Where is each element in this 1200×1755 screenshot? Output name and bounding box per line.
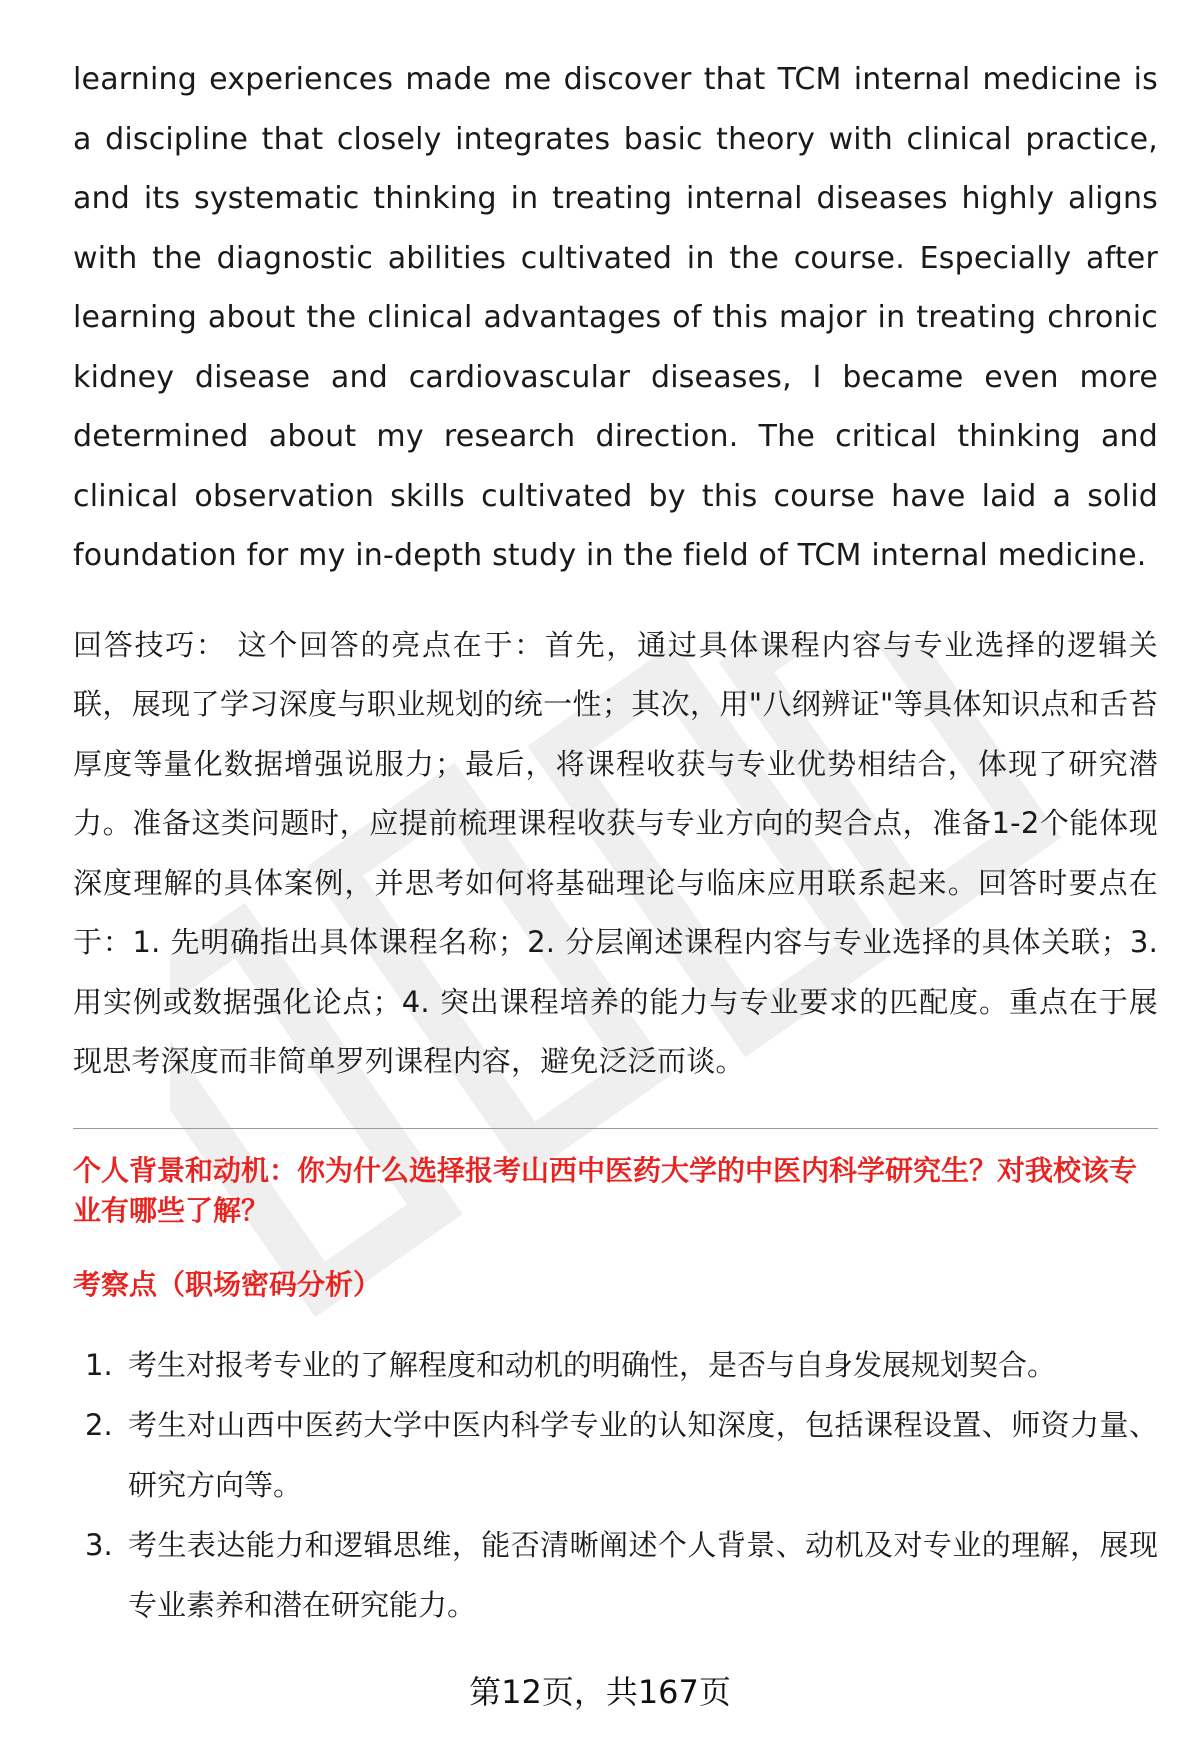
list-item-number: 2. xyxy=(85,1407,113,1442)
answer-tips-paragraph: 回答技巧： 这个回答的亮点在于：首先，通过具体课程内容与专业选择的逻辑关联，展现了学习深度与职业规划的统一性；其次，用"八纲辨证"等具体知识点和舌苔厚度等量化数据增强说服力；最后，将课程收获与专业优势相结合，体现了研究潜力。准备这类问题时，应提前梳理课程收获与专业方向的契合点，准备1-2个能体现深度理解的具体案例，并思考如何将基础理论与临床应用联系起来。回答时要点在于：1. 先明确指出具体课程名称；2. 分层阐述课程内容与专业选择的具体关联；3. 用实例或数据强化论点；4. 突出课程培养的能力与专业要求的匹配度。重点在于展现思考深度而非简单罗列课程内容，避免泛泛而谈。 xyxy=(73,627,1158,1078)
list-item-text: 考生表达能力和逻辑思维，能否清晰阐述个人背景、动机及对专业的理解，展现专业素养和潜在研究能力。 xyxy=(128,1527,1158,1622)
question-title: 个人背景和动机：你为什么选择报考山西中医药大学的中医内科学研究生？对我校该专业有哪些了解？ xyxy=(73,1153,1138,1227)
list-item xyxy=(73,1395,1158,1515)
assessment-points-heading: 考察点（职场密码分析） xyxy=(73,1267,382,1301)
list-item-number: 1. xyxy=(85,1347,113,1382)
assessment-points-list xyxy=(73,1335,1158,1635)
list-item-text: 考生对报考专业的了解程度和动机的明确性，是否与自身发展规划契合。 xyxy=(128,1347,1057,1382)
section-divider xyxy=(73,1128,1158,1129)
document-page xyxy=(73,50,1158,1635)
page-number-footer: 第12页，共167页 xyxy=(469,1673,731,1711)
list-item xyxy=(73,1515,1158,1635)
answer-paragraph: learning experiences made me discover that TCM internal medicine is a discipline that closely integrates basic theory with clinical practice, and its systematic thinking in treating internal diseases highly aligns with the diagnostic abilities cultivated in the course. Especially after learning about the clinical advantages of this major in treating chronic kidney disease and cardiovascular diseases, I became even more determined about my research direction. The critical thinking and clinical observation skills cultivated by this course have laid a solid foundation for my in-depth study in the field of TCM internal medicine. xyxy=(73,62,1158,573)
list-item xyxy=(73,1335,1158,1395)
list-item-number: 3. xyxy=(85,1527,113,1562)
list-item-text: 考生对山西中医药大学中医内科学专业的认知深度，包括课程设置、师资力量、研究方向等。 xyxy=(128,1407,1158,1502)
